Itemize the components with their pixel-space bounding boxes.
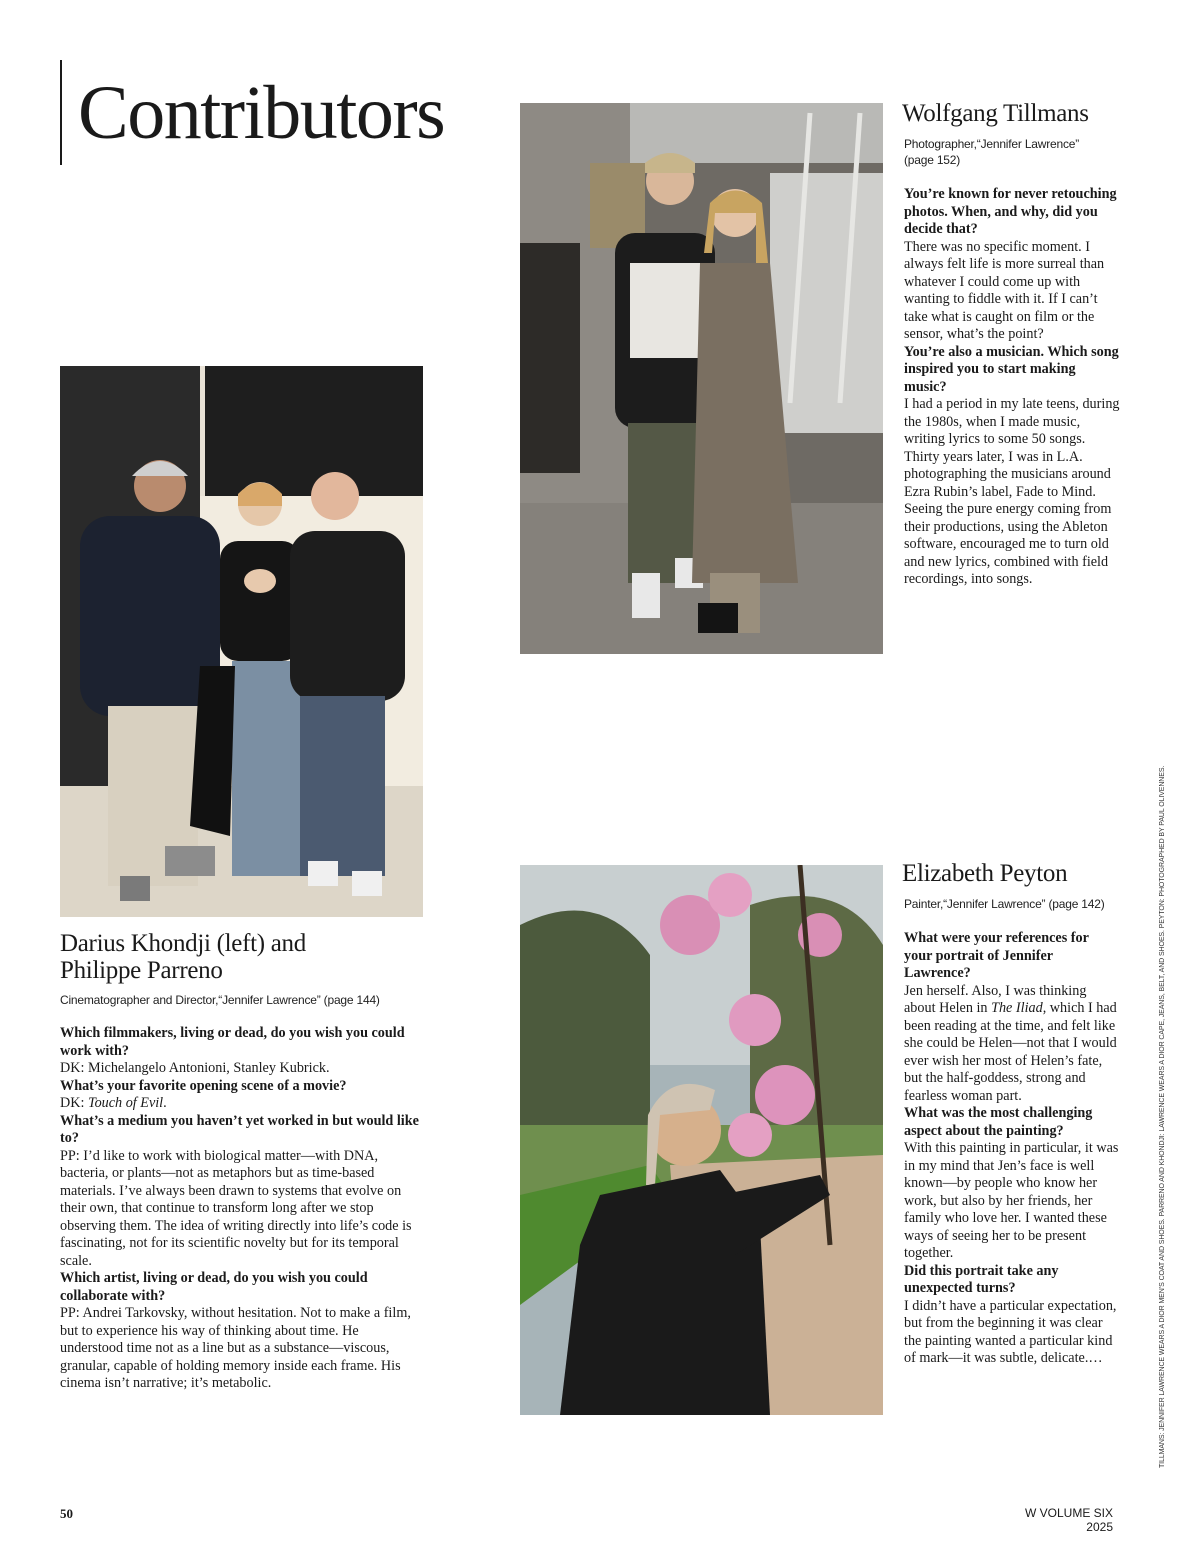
interview-tillmans bbox=[904, 186, 1120, 589]
photo-elizabeth-peyton bbox=[520, 865, 883, 1415]
issue-label: W VOLUME SIX 2025 bbox=[1024, 1506, 1113, 1534]
photo-credit-line: TILLMANS: JENNIFER LAWRENCE WEARS A DIOR MEN’S COAT AND SHOES. PARRENO AND KHONDJI: LAWRENCE WEARS A DIOR CAPE, JEANS, BELT, AND SHOES. PEYTON: PHOTOGRAPHED BY PAUL OLIVENNES. bbox=[1159, 765, 1166, 1468]
interview-question: What’s your favorite opening scene of a movie? bbox=[60, 1077, 347, 1094]
contributor-role-khondji-parreno: Cinematographer and Director,“Jennifer Lawrence” (page 144) bbox=[60, 993, 380, 1007]
interview-answer: Jen herself. Also, I was thinking about Helen in The Iliad, which I had been reading at the time, and felt like she could be Helen—not that I would ever wish her most of Helen’s fate, but the half-goddess, strong and fearless woman part. bbox=[904, 982, 1117, 1104]
photo-khondji-lawrence-parreno bbox=[60, 366, 423, 917]
interview-question: What’s a medium you haven’t yet worked in but would like to? bbox=[60, 1112, 419, 1146]
interview-khondji-parreno bbox=[60, 1025, 424, 1393]
page-number: 50 bbox=[60, 1506, 73, 1521]
interview-question: You’re also a musician. Which song inspired you to start making music? bbox=[904, 343, 1119, 395]
interview-answer: PP: Andrei Tarkovsky, without hesitation. Not to make a film, but to experience his way of thinking about time. He understood time not as a line but as a substance—viscous, granular, capable of holding memory inside each frame. His cinema isn’t narrative; it’s metabolic. bbox=[60, 1305, 411, 1391]
contributor-role-tillmans: Photographer,“Jennifer Lawrence” (page 152) bbox=[904, 137, 1080, 167]
interview-answer: PP: I’d like to work with biological matter—with DNA, bacteria, or plants—not as metaphors but as time-based materials. I’ve always been drawn to systems that evolve on their own, that continue to transform long after we stop observing them. The idea of writing directly into life’s code is fascinating, not for its scientific novelty but for its temporal scale. bbox=[60, 1147, 412, 1269]
interview-answer: I didn’t have a particular expectation, but from the beginning it was clear the painting wanted a particular kind of mark—it was subtle, delicate.… bbox=[904, 1297, 1117, 1366]
interview-answer: DK: Michelangelo Antonioni, Stanley Kubrick. bbox=[60, 1060, 330, 1076]
contributor-name-peyton: Elizabeth Peyton bbox=[902, 860, 1068, 887]
contributor-name-khondji: Darius Khondji (left) and bbox=[60, 930, 306, 957]
contributor-name-tillmans: Wolfgang Tillmans bbox=[902, 100, 1089, 127]
interview-answer: I had a period in my late teens, during the 1980s, when I made music, writing lyrics to some 50 songs. Thirty years later, I was in L.A. photographing the musicians around Ezra Rubin’s label, Fade to Mind. Seeing the pure energy coming from their productions, using the Ableton software, encouraged me to turn old and new lyrics, combined with field recordings, into songs. bbox=[904, 396, 1120, 587]
photo-tillmans-lawrence bbox=[520, 103, 883, 654]
interview-question: What was the most challenging aspect about the painting? bbox=[904, 1105, 1093, 1139]
interview-answer: With this painting in particular, it was in my mind that Jen’s face is well known—by people who know her work, but also by her friends, her family who love her. I wanted these ways of seeing her to be present together. bbox=[904, 1140, 1119, 1261]
interview-answer: DK: Touch of Evil. bbox=[60, 1095, 167, 1111]
italic-title: The Iliad bbox=[991, 1000, 1043, 1016]
interview-question: Which filmmakers, living or dead, do you wish you could work with? bbox=[60, 1025, 405, 1059]
contributor-role-peyton: Painter,“Jennifer Lawrence” (page 142) bbox=[904, 897, 1105, 911]
interview-peyton bbox=[904, 930, 1120, 1368]
contributor-name-khondji-parreno bbox=[60, 930, 380, 984]
interview-question: Which artist, living or dead, do you wish you could collaborate with? bbox=[60, 1270, 368, 1304]
interview-question: What were your references for your portrait of Jennifer Lawrence? bbox=[904, 930, 1089, 981]
page-title: Contributors bbox=[78, 71, 445, 155]
interview-answer: There was no specific moment. I always felt life is more surreal than whatever I could come up with wanting to fiddle with it. If I can’t take what is caught on film or the sensor, what’s the point? bbox=[904, 238, 1105, 342]
interview-question: You’re known for never retouching photos. When, and why, did you decide that? bbox=[904, 186, 1117, 237]
italic-title: Touch of Evil bbox=[87, 1095, 164, 1111]
contributor-name-parreno: Philippe Parreno bbox=[60, 957, 223, 984]
interview-question: Did this portrait take any unexpected turns? bbox=[904, 1262, 1059, 1296]
title-rule bbox=[60, 60, 62, 165]
